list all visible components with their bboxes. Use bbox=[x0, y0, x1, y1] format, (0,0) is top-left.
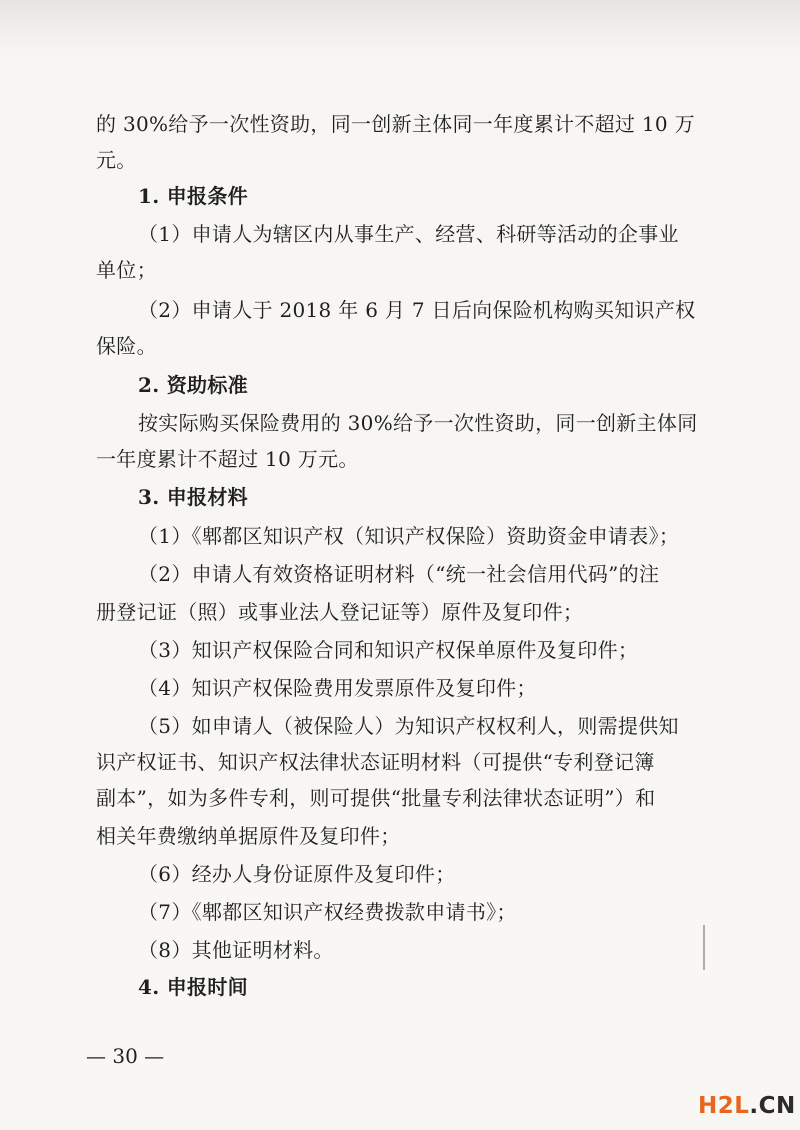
paragraph-line: （6）经办人身份证原件及复印件； bbox=[138, 862, 456, 886]
paragraph-line: （4）知识产权保险费用发票原件及复印件； bbox=[138, 676, 537, 700]
paragraph-line: （1）申请人为辖区内从事生产、经营、科研等活动的企事业 bbox=[138, 222, 679, 246]
section-heading: 4. 申报时间 bbox=[138, 975, 248, 999]
paragraph-line: 的 30%给予一次性资助，同一创新主体同一年度累计不超过 10 万 bbox=[96, 112, 695, 136]
paragraph-line: 识产权证书、知识产权法律状态证明材料（可提供“专利登记簿 bbox=[96, 750, 655, 774]
paragraph-line: （7）《郫都区知识产权经费拨款申请书》； bbox=[138, 900, 517, 924]
paragraph-line: 册登记证（照）或事业法人登记证等）原件及复印件； bbox=[96, 600, 584, 624]
watermark-logo bbox=[698, 1092, 796, 1120]
paragraph-line: （3）知识产权保险合同和知识产权保单原件及复印件； bbox=[138, 638, 639, 662]
section-heading: 2. 资助标准 bbox=[138, 373, 248, 397]
paragraph-line: （5）如申请人（被保险人）为知识产权权利人，则需提供知 bbox=[138, 714, 679, 738]
paragraph-line: 单位； bbox=[96, 258, 157, 282]
section-heading: 3. 申报材料 bbox=[138, 485, 248, 509]
section-heading: 1. 申报条件 bbox=[138, 184, 248, 208]
paragraph-line: （2）申请人有效资格证明材料（“统一社会信用代码”的注 bbox=[138, 562, 660, 586]
paragraph-line: （1）《郫都区知识产权（知识产权保险）资助资金申请表》； bbox=[138, 524, 680, 548]
paragraph-line: 保险。 bbox=[96, 334, 157, 358]
watermark-text-main: H2L bbox=[698, 1093, 750, 1119]
paragraph-line: 一年度累计不超过 10 万元。 bbox=[96, 447, 359, 471]
watermark-text-suffix: .CN bbox=[749, 1093, 796, 1119]
paragraph-line: （2）申请人于 2018 年 6 月 7 日后向保险机构购买知识产权 bbox=[138, 298, 696, 322]
paragraph-line: 按实际购买保险费用的 30%给予一次性资助，同一创新主体同 bbox=[138, 411, 698, 435]
scan-shadow bbox=[0, 0, 800, 60]
margin-mark bbox=[703, 925, 705, 970]
paragraph-line: （8）其他证明材料。 bbox=[138, 938, 334, 962]
paragraph-line: 相关年费缴纳单据原件及复印件； bbox=[96, 824, 401, 848]
paragraph-line: 副本”，如为多件专利，则可提供“批量专利法律状态证明”）和 bbox=[96, 786, 656, 810]
page-number: — 30 — bbox=[86, 1044, 165, 1068]
paragraph-line: 元。 bbox=[96, 148, 137, 172]
